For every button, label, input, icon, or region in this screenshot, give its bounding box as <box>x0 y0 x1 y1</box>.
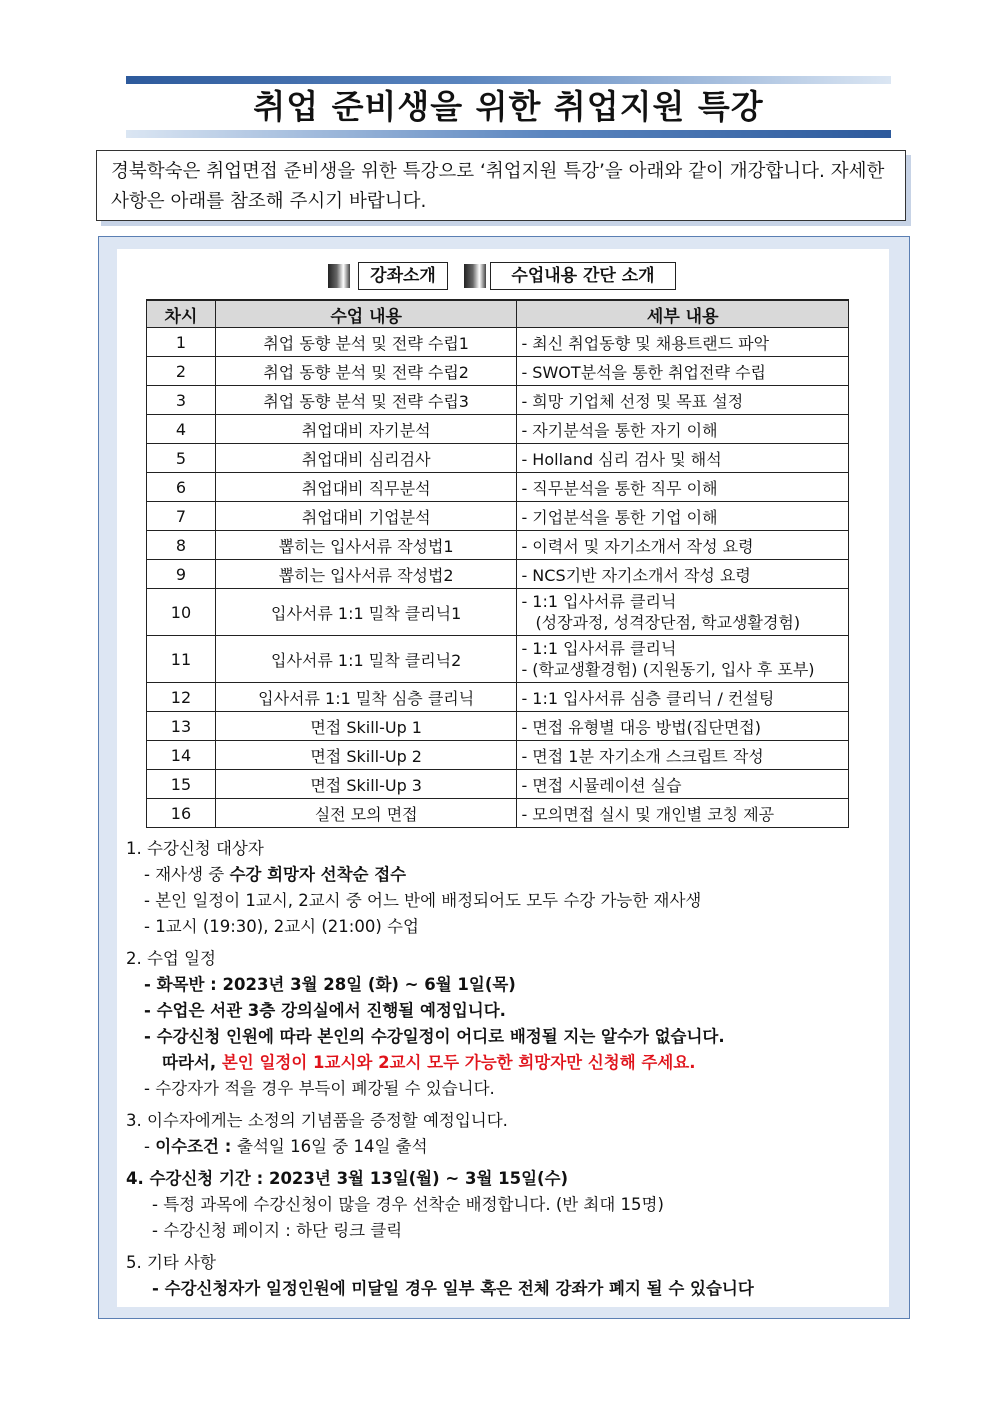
cell-course: 취업대비 자기분석 <box>215 415 517 444</box>
table-header-row <box>147 300 849 328</box>
notes-text: 출석일 16일 중 14일 출석 <box>237 1137 428 1156</box>
cell-course: 뽑히는 입사서류 작성법1 <box>215 531 517 560</box>
notes-item <box>144 1134 886 1160</box>
notes-heading-5: 5. 기타 사항 <box>126 1253 216 1272</box>
cell-detail: - 면접 시뮬레이션 실습 <box>517 770 849 799</box>
title-banner <box>126 76 891 138</box>
cell-course: 취업 동향 분석 및 전략 수립2 <box>215 357 517 386</box>
notes-item <box>144 862 886 888</box>
notes-item: - 수업은 서관 3층 강의실에서 진행될 예정입니다. <box>144 1001 506 1020</box>
chip-gradient-icon <box>464 264 486 288</box>
notes-item: - 화목반 : 2023년 3월 28일 (화) ~ 6월 1일(목) <box>144 975 516 994</box>
table-row <box>147 712 849 741</box>
course-table <box>146 299 849 828</box>
page-title: 취업 준비생을 위한 취업지원 특강 <box>253 87 764 126</box>
cell-session: 7 <box>147 502 216 531</box>
cell-session: 12 <box>147 683 216 712</box>
notes-item <box>162 1050 886 1076</box>
notes-item: - 1교시 (19:30), 2교시 (21:00) 수업 <box>144 917 419 936</box>
cell-course: 입사서류 1:1 밀착 클리닉1 <box>215 589 517 636</box>
cell-course: 입사서류 1:1 밀착 심층 클리닉 <box>215 683 517 712</box>
cell-session: 4 <box>147 415 216 444</box>
table-row <box>147 531 849 560</box>
cell-session: 15 <box>147 770 216 799</box>
header-course: 수업 내용 <box>215 300 517 328</box>
table-row <box>147 770 849 799</box>
cell-course: 면접 Skill-Up 1 <box>215 712 517 741</box>
notes-section <box>126 836 886 1302</box>
intro-box <box>96 150 906 221</box>
title-bar-bottom <box>126 130 891 138</box>
notes-warning: 본인 일정이 1교시와 2교시 모두 가능한 희망자만 신청해 주세요. <box>221 1053 696 1072</box>
cell-course: 취업 동향 분석 및 전략 수립1 <box>215 328 517 357</box>
table-row <box>147 683 849 712</box>
notes-heading-1: 1. 수강신청 대상자 <box>126 839 264 858</box>
cell-detail: - 기업분석을 통한 기업 이해 <box>517 502 849 531</box>
table-row <box>147 473 849 502</box>
notes-item: - 수강신청 인원에 따라 본인의 수강일정이 어디로 배정될 지는 알수가 없습니다. <box>144 1027 725 1046</box>
cell-session: 6 <box>147 473 216 502</box>
cell-session: 13 <box>147 712 216 741</box>
notes-heading-4: 4. 수강신청 기간 : 2023년 3월 13일(월) ~ 3월 15일(수) <box>126 1169 569 1188</box>
cell-detail: - 희망 기업체 선정 및 목표 설정 <box>517 386 849 415</box>
cell-course: 면접 Skill-Up 2 <box>215 741 517 770</box>
table-row <box>147 328 849 357</box>
detail-line: - (학교생활경험) (지원동기, 입사 후 포부) <box>521 660 815 679</box>
chip-class-summary: 수업내용 간단 소개 <box>490 262 676 290</box>
cell-session: 11 <box>147 636 216 683</box>
detail-line: (성장과정, 성격장단점, 학교생활경험) <box>535 613 801 632</box>
cell-course: 취업대비 기업분석 <box>215 502 517 531</box>
cell-detail: - 자기분석을 통한 자기 이해 <box>517 415 849 444</box>
table-row <box>147 589 849 636</box>
cell-session: 1 <box>147 328 216 357</box>
cell-detail <box>517 636 849 683</box>
cell-course: 뽑히는 입사서류 작성법2 <box>215 560 517 589</box>
header-detail: 세부 내용 <box>517 300 849 328</box>
table-row <box>147 560 849 589</box>
cell-detail: - NCS기반 자기소개서 작성 요령 <box>517 560 849 589</box>
cell-detail: - 면접 유형별 대응 방법(집단면접) <box>517 712 849 741</box>
cell-course: 입사서류 1:1 밀착 클리닉2 <box>215 636 517 683</box>
cell-session: 5 <box>147 444 216 473</box>
cell-detail: - SWOT분석을 통한 취업전략 수립 <box>517 357 849 386</box>
table-row <box>147 386 849 415</box>
notes-text: - 재사생 중 <box>144 865 230 884</box>
cell-session: 14 <box>147 741 216 770</box>
notes-item: - 수강신청 페이지 : 하단 링크 클릭 <box>152 1221 403 1240</box>
notes-item: - 수강자가 적을 경우 부득이 폐강될 수 있습니다. <box>144 1079 495 1098</box>
table-row <box>147 741 849 770</box>
cell-course: 실전 모의 면접 <box>215 799 517 828</box>
cell-session: 9 <box>147 560 216 589</box>
notes-emphasis: 수강 희망자 선착순 접수 <box>229 865 407 884</box>
table-row <box>147 444 849 473</box>
table-row <box>147 799 849 828</box>
chip-course-intro: 강좌소개 <box>358 262 448 290</box>
cell-detail: - 최신 취업동향 및 채용트랜드 파악 <box>517 328 849 357</box>
notes-item: - 본인 일정이 1교시, 2교시 중 어느 반에 배정되어도 모두 수강 가능한 재사생 <box>144 891 702 910</box>
intro-text: 경북학숙은 취업면접 준비생을 위한 특강으로 ‘취업지원 특강’을 아래와 같이 개강합니다. 자세한 사항은 아래를 참조해 주시기 바랍니다. <box>111 161 885 212</box>
cell-session: 2 <box>147 357 216 386</box>
cell-detail: - 면접 1분 자기소개 스크립트 작성 <box>517 741 849 770</box>
cell-detail: - 이력서 및 자기소개서 작성 요령 <box>517 531 849 560</box>
cell-detail: - 직무분석을 통한 직무 이해 <box>517 473 849 502</box>
table-row <box>147 357 849 386</box>
cell-session: 16 <box>147 799 216 828</box>
notes-text: - <box>144 1137 156 1156</box>
cell-session: 3 <box>147 386 216 415</box>
notes-heading-2: 2. 수업 일정 <box>126 949 216 968</box>
cell-course: 취업 동향 분석 및 전략 수립3 <box>215 386 517 415</box>
cell-detail: - 1:1 입사서류 심층 클리닉 / 컨설팅 <box>517 683 849 712</box>
cell-detail: - Holland 심리 검사 및 해석 <box>517 444 849 473</box>
table-row <box>147 502 849 531</box>
notes-text: 따라서, <box>162 1053 222 1072</box>
cell-session: 8 <box>147 531 216 560</box>
table-row <box>147 415 849 444</box>
cell-session: 10 <box>147 589 216 636</box>
notes-heading-3: 3. 이수자에게는 소정의 기념품을 증정할 예정입니다. <box>126 1111 508 1130</box>
header-session: 차시 <box>147 300 216 328</box>
cell-detail: - 모의면접 실시 및 개인별 코칭 제공 <box>517 799 849 828</box>
cell-detail <box>517 589 849 636</box>
notes-item: - 특정 과목에 수강신청이 많을 경우 선착순 배정합니다. (반 최대 15명) <box>152 1195 664 1214</box>
cell-course: 면접 Skill-Up 3 <box>215 770 517 799</box>
title-bar-top <box>126 76 891 84</box>
notes-emphasis: 이수조건 : <box>155 1137 238 1156</box>
table-row <box>147 636 849 683</box>
notes-item: - 수강신청자가 일정인원에 미달일 경우 일부 혹은 전체 강좌가 폐지 될 수 있습니다 <box>152 1279 754 1298</box>
chip-gradient-icon <box>328 264 350 288</box>
detail-line: - 1:1 입사서류 클리닉 <box>521 592 677 611</box>
cell-course: 취업대비 직무분석 <box>215 473 517 502</box>
detail-line: - 1:1 입사서류 클리닉 <box>521 639 677 658</box>
cell-course: 취업대비 심리검사 <box>215 444 517 473</box>
